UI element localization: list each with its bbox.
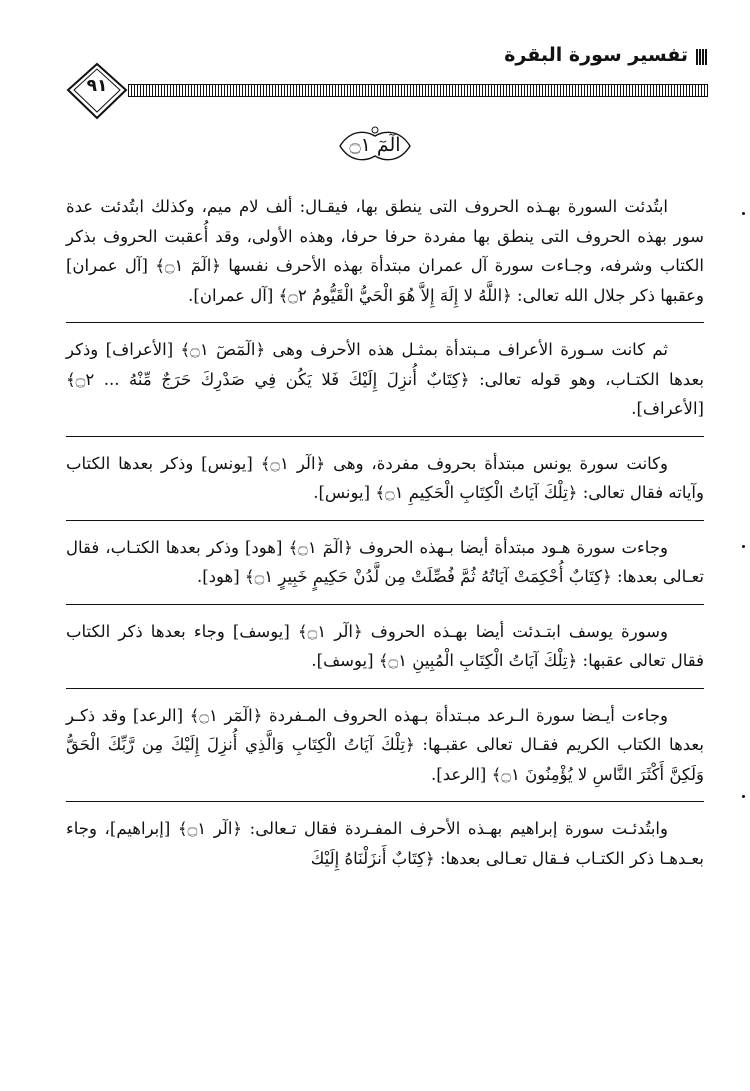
paragraph-divider: [66, 436, 704, 437]
paragraph-3: وكانت سورة يونس مبتدأة بحروف مفردة، وهى ﴿الٓر ۝١﴾ [يونس] وذكر بعدها الكتاب وآياته فقال تعالى: ﴿تِلْكَ آيَاتُ الْكِتَابِ الْحَكِيمِ ۝١﴾ [يونس].: [66, 453, 704, 502]
paragraph-7: وابتُدئـت سورة إبراهيم بهـذه الأحرف المفـردة فقال تـعالى: ﴿الٓر ۝١﴾ [إبراهيم]، وجاء بعـدهـا ذكر الكتـاب فـقال تعـالى بعدها: ﴿كِتَابٌ أَنزَلْنَاهُ إِلَيْكَ: [66, 819, 704, 868]
paragraph-divider: [66, 801, 704, 802]
header-rule: [128, 84, 708, 97]
paragraph-4: وجاءت سورة هـود مبتدأة أيضا بـهذه الحروف ﴿الٓمٓ ۝١﴾ [هود] وذكر بعدها الكتـاب، فقال تعـالى بعدها: ﴿كِتَابٌ أُحْكِمَتْ آيَاتُهُ ثُمَّ فُصِّلَتْ مِن لَّدُنْ حَكِيمٍ خَبِيرٍ ۝١﴾ [هود].: [66, 537, 704, 586]
page-header: [0, 0, 750, 130]
main-text: [66, 192, 704, 873]
scan-mark: [742, 212, 745, 215]
paragraph-divider: [66, 520, 704, 521]
scan-mark: [742, 795, 745, 798]
paragraph-divider: [66, 688, 704, 689]
paragraph-divider: [66, 604, 704, 605]
paragraph-divider: [66, 322, 704, 323]
paragraph-5: وسورة يوسف ابتـدئت أيضا بهـذه الحروف ﴿الٓر ۝١﴾ [يوسف] وجاء بعدها ذكر الكتاب فقال تعالى عقبها: ﴿تِلْكَ آيَاتُ الْكِتَابِ الْمُبِينِ ۝١﴾ [يوسف].: [66, 621, 704, 670]
page-number: ٩١: [86, 76, 108, 96]
running-title: تفسير سورة البقرة: [504, 44, 688, 66]
paragraph-2: ثم كانت سـورة الأعراف مـبتدأة بمثـل هذه الأحرف وهى ﴿الٓمٓصٓ ۝١﴾ [الأعراف] وذكر بعدها الكتـاب، وهو قوله تعالى: ﴿كِتَابٌ أُنزِلَ إِلَيْكَ فَلا يَكُن فِي صَدْرِكَ حَرَجٌ مِّنْهُ ... ۝٢﴾ [الأعراف].: [66, 340, 704, 418]
scan-mark: [742, 545, 745, 548]
paragraph-1: ابتُدئت السورة بهـذه الحروف التى ينطق بها، فيقـال: ألف لام ميم، وكذلك ابتُدئت عدة سور بهذه الحروف التى ينطق بها مفردة حرفا حرفا، وهذه الأولى، وقد أُعقبت الحروف بذكر الكتاب وشرفه، وجـاءت سورة آل عمران مبتدأة بهذه الأحرف نفسها ﴿الٓمٓ ۝١﴾ [آل عمران] وعقبها ذكر جلال الله تعالى: ﴿اللَّهُ لا إِلَهَ إِلاَّ هُوَ الْحَيُّ الْقَيُّومُ ۝٢﴾ [آل عمران].: [66, 197, 704, 305]
header-ornament-icon: [696, 49, 708, 65]
paragraph-6: وجاءت أيـضا سورة الـرعد مبـتدأة بـهذه الحروف المـفردة ﴿الٓمٓر ۝١﴾ [الرعد] وقد ذكـر بعدها الكتاب الكريم فقـال تعالى عقبـها: ﴿تِلْكَ آيَاتُ الْكِتَابِ وَالَّذِي أُنزِلَ إِلَيْكَ مِن رَّبِّكَ الْحَقُّ وَلَكِنَّ أَكْثَرَ النَّاسِ لا يُؤْمِنُونَ ۝١﴾ [الرعد].: [66, 705, 704, 784]
sura-heading: الٓمٓ ۝١: [349, 134, 401, 156]
